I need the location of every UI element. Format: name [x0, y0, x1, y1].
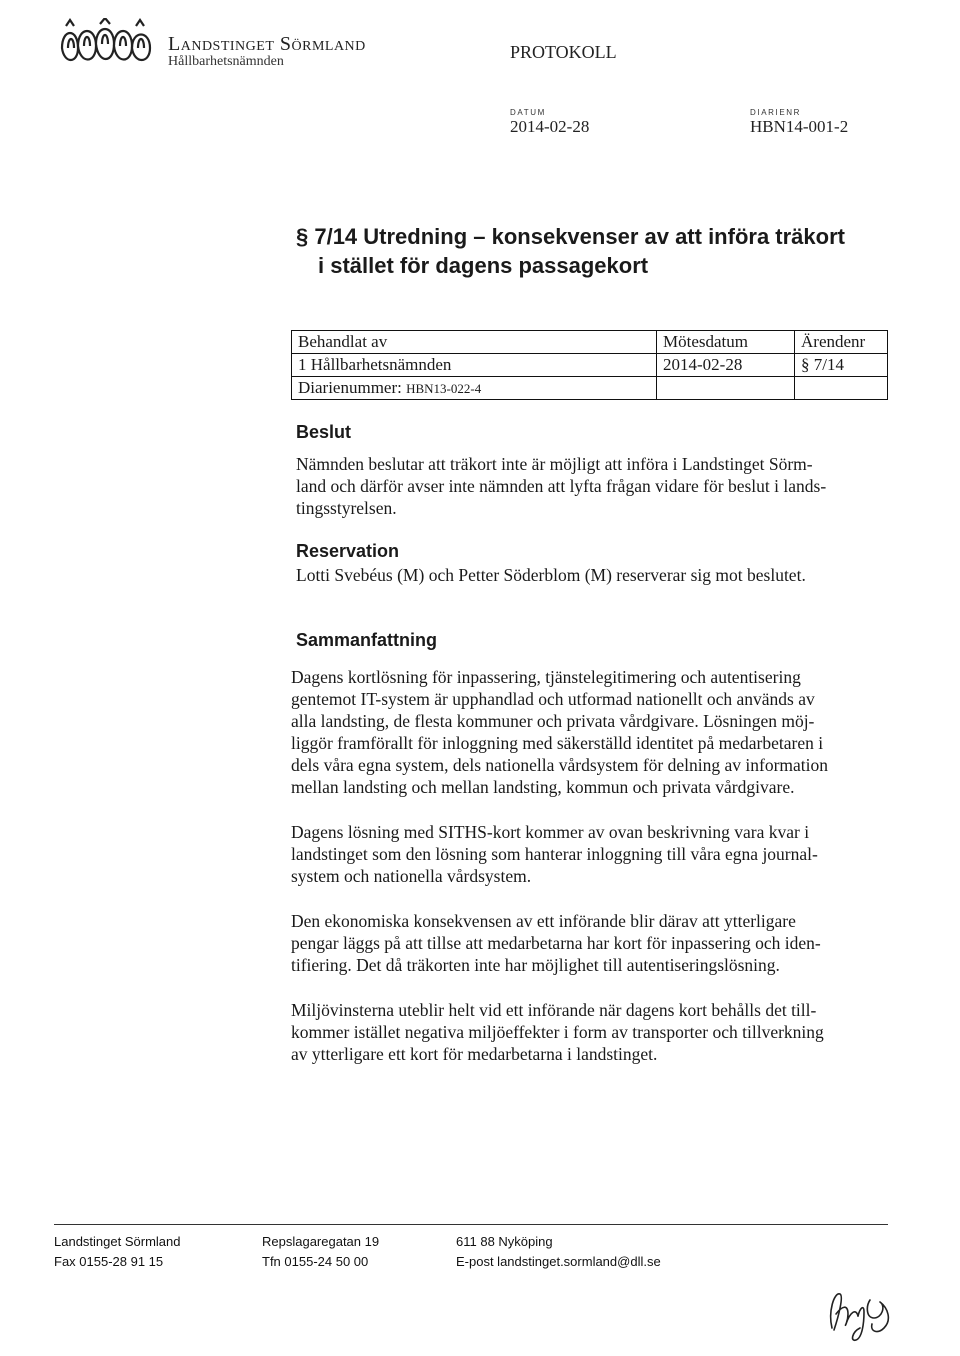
organization-unit: Hållbarhetsnämnden [168, 54, 284, 69]
summary-paragraph-1 [291, 666, 901, 798]
footer-fax: Fax 0155-28 91 15 [54, 1254, 164, 1269]
text-line: dels våra egna system, dels nationella vårdsystem för delning av information [291, 755, 829, 775]
meeting-date-header: Mötesdatum [657, 331, 795, 354]
text-line: Nämnden beslutar att träkort inte är möjligt att införa i Landstinget Sörm- [296, 454, 813, 474]
text-line: Dagens lösning med SITHS-kort kommer av ovan beskrivning vara kvar i [291, 822, 810, 842]
footer-street: Repslagaregatan 19 [262, 1234, 380, 1249]
summary-paragraph-2 [291, 821, 901, 887]
case-number-header: Ärendenr [795, 331, 888, 354]
sammanfattning-heading: Sammanfattning [296, 630, 438, 650]
text-line: kommer istället negativa miljöeffekter i form av transporter och tillverkning [291, 1022, 824, 1042]
page-title-line-2: i stället för dagens passagekort [318, 253, 649, 278]
text-line: gentemot IT-system är upphandlad och utformad nationellt och används av [291, 689, 815, 709]
registry-number-label: DIARIENR [750, 108, 802, 117]
registry-number-value: HBN14-001-2 [750, 117, 849, 136]
text-line: tingsstyrelsen. [296, 498, 397, 518]
text-line: Den ekonomiska konsekvensen av ett införande blir därav att ytterligare [291, 911, 796, 931]
empty-cell [657, 377, 795, 400]
handled-by-value: 1 Hållbarhetsnämnden [292, 354, 657, 377]
landstinget-logo-icon [56, 18, 156, 68]
footer-column-address [262, 1232, 379, 1272]
text-line: landstinget som den lösning som hanterar inloggning till våra egna journal- [291, 844, 818, 864]
diarienummer-label: Diarienummer: [298, 378, 402, 397]
footer-postal: 611 88 Nyköping [456, 1234, 553, 1249]
text-line: land och därför avser inte nämnden att lyfta frågan vidare för beslut i lands- [296, 476, 827, 496]
text-line: Lotti Svebéus (M) och Petter Söderblom (M) reserverar sig mot beslutet. [296, 565, 806, 585]
text-line: mellan landsting och mellan landsting, kommun och privata vårdgivare. [291, 777, 795, 797]
date-label: DATUM [510, 108, 546, 117]
text-line: tifiering. Det då träkorten inte har möjlighet till autentiseringslösning. [291, 955, 780, 975]
reservation-paragraph [296, 564, 906, 586]
footer-phone: Tfn 0155-24 50 00 [262, 1254, 369, 1269]
date-value: 2014-02-28 [510, 117, 590, 136]
table-row [292, 377, 888, 400]
footer-email[interactable]: E-post landstinget.sormland@dll.se [456, 1254, 661, 1269]
diarienummer-cell [292, 377, 657, 400]
handled-by-header: Behandlat av [292, 331, 657, 354]
text-line: pengar läggs på att tillse att medarbetarna har kort för inpassering och iden- [291, 933, 821, 953]
organization-name: Landstinget Sörmland [168, 33, 366, 55]
footer-column-contact [456, 1232, 661, 1272]
empty-cell [795, 377, 888, 400]
footer-divider [54, 1224, 888, 1225]
summary-paragraph-4 [291, 999, 901, 1065]
beslut-heading: Beslut [296, 422, 352, 442]
diarienummer-value: HBN13-022-4 [406, 381, 482, 396]
text-line: liggör framförallt för inloggning med säkerställd identitet på medarbetaren i [291, 733, 824, 753]
signature-icon [818, 1278, 908, 1348]
case-number-value: § 7/14 [795, 354, 888, 377]
table-row [292, 331, 888, 354]
text-line: av ytterligare ett kort för medarbetarna i landstinget. [291, 1044, 658, 1064]
meeting-date-value: 2014-02-28 [657, 354, 795, 377]
text-line: Miljövinsterna uteblir helt vid ett införande när dagens kort behålls det till- [291, 1000, 817, 1020]
handling-info-table [291, 330, 888, 400]
beslut-paragraph [296, 453, 906, 519]
footer-org-name: Landstinget Sörmland [54, 1234, 181, 1249]
footer-column-organization [54, 1232, 180, 1272]
table-row [292, 354, 888, 377]
text-line: Dagens kortlösning för inpassering, tjänstelegitimering och autentisering [291, 667, 801, 687]
text-line: alla landsting, de flesta kommuner och privata vårdgivare. Lösningen möj- [291, 711, 815, 731]
page-title-line-1: § 7/14 Utredning – konsekvenser av att införa träkort [296, 224, 845, 249]
reservation-heading: Reservation [296, 541, 400, 561]
summary-paragraph-3 [291, 910, 901, 976]
text-line: system och nationella vårdsystem. [291, 866, 532, 886]
document-type: PROTOKOLL [510, 42, 617, 62]
